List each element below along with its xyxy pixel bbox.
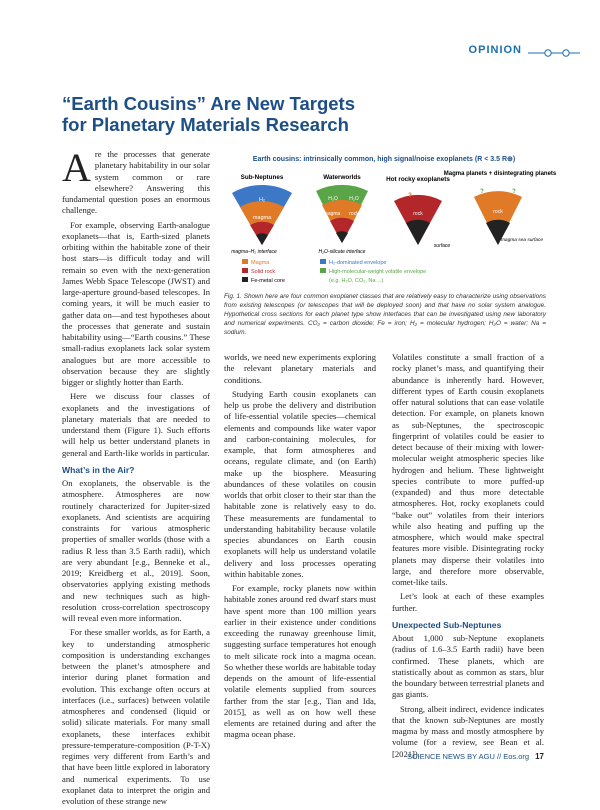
section-heading: Unexpected Sub-Neptunes	[392, 619, 502, 630]
svg-text:High-molecular-weight volatile: High-molecular-weight volatile envelope	[329, 269, 427, 275]
page-footer	[407, 752, 544, 761]
figure-caption: Fig. 1. Shown here are four common exoplanet classes that are relatively easy to characterize using observations from existing telescopes (or telescopes that will be deployed soon) and that have no solar system analogue. Hypothetical cross sections for each planet type show interfaces that can be investigated using new laboratory and numerical experiments. CO₂ = carbon dioxide; Fe = iron; H₂ = molecular hydrogen; H₂O = water; Na = sodium.	[224, 293, 546, 336]
paragraph: worlds, we need new experiments exploring the relevant planetary materials and conditions.	[224, 352, 376, 385]
intro-paragraph: Are the processes that generate planetary habitability in our solar system common or rare elsewhere? Answering this fundamental question poses an enormous challenge.	[62, 145, 210, 216]
svg-text:rock: rock	[493, 209, 503, 215]
paragraph: Volatiles constitute a small fraction of a rocky planet’s mass, and quantifying their abundance is inherently hard. However, different types of Earth cousin exoplanets offer natural solutions that can ease volatile detection. For example, on planets known as sub-Neptunes, the spectroscopic fingerprint of volatiles could be easier to detect because of their mixing with lower-molecular weight atmospheric species like hydrogen and helium. These lightweight species contribute to more puffed-up (expanded) and thus more detectable atmospheres. Hot, rocky exoplanets could “bake out” volatiles from their interiors while also heating and puffing up the atmosphere, which would make spectral features more visible. Disintegrating rocky planets may disperse their volatiles into large, and therefore more observable, comet-like tails.	[392, 352, 544, 587]
svg-text:magma: magma	[252, 215, 272, 221]
article-title: “Earth Cousins” Are New Targets for Planetary Materials Research	[62, 93, 355, 135]
svg-text:magma–H₂ interface: magma–H₂ interface	[231, 249, 277, 255]
paragraph: Strong, albeit indirect, evidence indicates that the known sub-Neptunes are mostly magma by mass and mostly atmosphere by volume (for a review, see Bean et al. [2021]).	[392, 703, 544, 759]
svg-text:rock: rock	[413, 211, 423, 217]
paragraph: For these smaller worlds, as for Earth, a key to understanding atmospheric composition is understanding exchanges between the planet’s atmosphere and interior during planet formation and evolution. This exchange often occurs at interfaces (i.e., surfaces) between volatile atmospheres and condensed (liquid or solid) silicate materials. For many small exoplanets, these interfaces exhibit pressure-temperature-composition (P-T-X) regimes very different from Earth’s and that have been little explored in laboratory and numerical experiments. To use exoplanet data to interpret the origin and evolution of these strange new	[62, 627, 210, 806]
svg-text:Solid rock: Solid rock	[251, 269, 276, 275]
svg-text:H₂-dominated envelope: H₂-dominated envelope	[329, 260, 387, 266]
col-title: Magma planets + disintegrating planets	[443, 171, 557, 177]
paragraph: Here we discuss four classes of exoplanets and the investigations of planetary materials that are needed to understand them (Figure 1). Such efforts will help us better understand planets in general and Earth-like worlds in particular.	[62, 391, 210, 458]
svg-text:?: ?	[512, 189, 516, 195]
page-number: 17	[535, 752, 544, 761]
figure-1	[224, 149, 557, 289]
svg-text:rock: rock	[349, 211, 359, 217]
col-title: Sub-Neptunes	[240, 174, 284, 181]
paragraph: On exoplanets, the observable is the atmosphere. Atmospheres are now routinely characterized for Jupiter-sized exoplanets. And scientists are acquiring constraints for various atmospheric properties of smaller worlds (those with a radius R less than 3.5 Earth radii), which are very abundant [e.g., Benneke et al., 2019; Kreidberg et al., 2019]. Soon, observatories applying existing methods and new techniques such as high-resolution cross-correlation spectroscopy will reveal even more information.	[62, 478, 210, 623]
column-3	[392, 352, 544, 763]
svg-text:H₂O: H₂O	[328, 196, 338, 202]
svg-text:H₂: H₂	[258, 197, 266, 203]
svg-text:?: ?	[480, 189, 484, 195]
paragraph: For example, observing Earth-analogue exoplanets—that is, Earth-sized planets orbiting within the habitable zone of their host stars—is difficult today and will remain so even with the next-generation James Webb Space Telescope (JWST) and large-aperture ground-based telescopes. In coming years, it will be much easier to gather data on—and test hypotheses about the processes that generate and sustain habitability using—“Earth cousins.” These small-radius exoplanets lack solar system analogues but are more accessible to observation because they are slightly bigger or slightly hotter than Earth.	[62, 219, 210, 387]
svg-text:H₂O: H₂O	[349, 196, 359, 202]
svg-text:magma sea surface: magma sea surface	[500, 238, 544, 243]
svg-text:surface: surface	[433, 243, 451, 249]
figure-title: Earth cousins: intrinsically common, high signal/noise exoplanets (R < 3.5 R⊕)	[252, 156, 516, 163]
svg-text:(e.g. H₂O, CO₂, Na ...): (e.g. H₂O, CO₂, Na ...)	[329, 278, 384, 284]
col-title: Hot rocky exoplanets	[386, 176, 450, 183]
section-heading: What’s in the Air?	[62, 464, 135, 475]
svg-text:Magma: Magma	[251, 260, 270, 266]
footer-source: SCIENCE NEWS BY AGU // Eos.org	[407, 752, 530, 761]
svg-text:?: ?	[408, 193, 412, 199]
svg-text:magma: magma	[323, 211, 341, 217]
paragraph: Studying Earth cousin exoplanets can help us probe the delivery and distribution of life-essential volatile species—chemical elements and compounds like water vapor and carbon-containing molecules, for example, that form atmospheres and oceans, regulate climate, and (on Earth) make up the biosphere. Measuring abundances of these volatiles on cousin worlds that orbit closer to their star than the habitable zone is relatively easy to do. These measurements are fundamental to understanding habitability because volatile species abundances on Earth cousin exoplanets will help us understand volatile delivery and loss processes operating within habitable zones.	[224, 388, 376, 579]
paragraph: Let’s look at each of these examples further.	[392, 591, 544, 613]
figure-illustration	[224, 149, 557, 289]
svg-text:H₂O-silicate interface: H₂O-silicate interface	[318, 249, 366, 255]
svg-text:Fe-metal core: Fe-metal core	[251, 278, 285, 284]
drop-cap: A	[62, 145, 91, 190]
opinion-line-icon	[528, 48, 580, 58]
paragraph: About 1,000 sub-Neptune exoplanets (radius of 1.6–3.5 Earth radii) have been confirmed. These planets, which are statistically about as common as stars, blur the boundary between terrestrial planets and gas giants.	[392, 633, 545, 700]
column-1	[62, 145, 210, 810]
paragraph: For example, rocky planets now within habitable zones around red dwarf stars must have spent more than 100 million years earlier in their existence under conditions exceeding the runaway greenhouse limit, suggesting surface temperatures hot enough to melt silicate rock into a magma ocean. So whether these worlds are habitable today depends on the amount of life-essential volatile elements supplied from sources farther from the star [e.g., Tian and Ida, 2015], as well as on how well these elements are retained during and after the magma ocean phase.	[224, 583, 376, 740]
col-title: Waterworlds	[323, 174, 361, 181]
opinion-label: OPINION	[468, 44, 522, 56]
column-2	[224, 352, 376, 744]
